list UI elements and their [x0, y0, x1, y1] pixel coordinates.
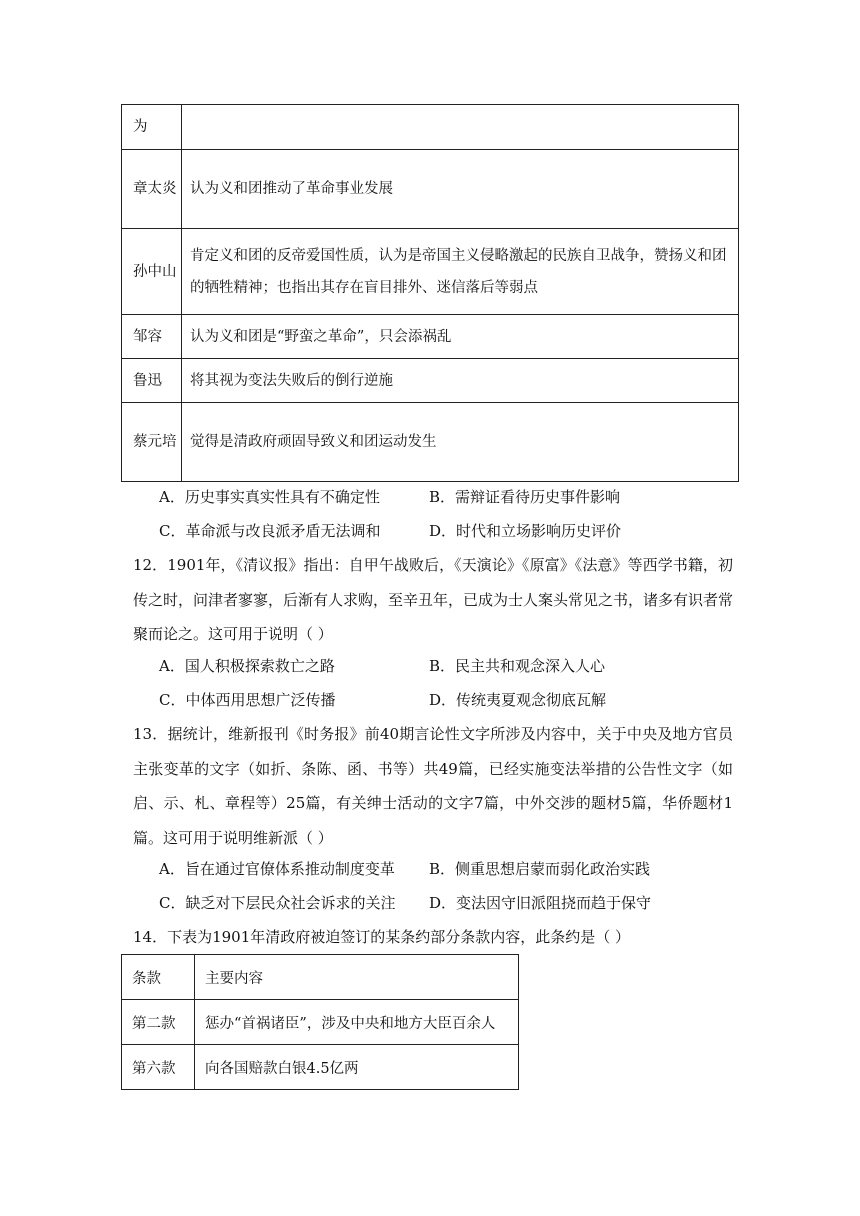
q11-options-row-1	[159, 486, 621, 508]
q11-option-a[interactable]: A．历史事实真实性具有不确定性	[159, 488, 380, 506]
person-view: 将其视为变法失败后的倒行逆施	[182, 359, 739, 403]
q11-options-row-2	[159, 520, 622, 542]
table-row	[122, 150, 739, 229]
q13-option-d[interactable]: D．变法因守旧派阻挠而趋于保守	[429, 894, 652, 912]
person-name: 为	[122, 105, 182, 150]
table-row	[122, 403, 739, 482]
content-cell: 向各国赔款白银4.5亿两	[195, 1045, 519, 1090]
person-view: 肯定义和团的反帝爱国性质，认为是帝国主义侵略激起的民族自卫战争，赞扬义和团的牺牲精神；也指出其存在盲目排外、迷信落后等弱点	[182, 229, 739, 315]
person-name: 邹容	[122, 315, 182, 359]
clause-cell: 第六款	[122, 1045, 195, 1090]
table-row	[122, 1045, 519, 1090]
person-view: 觉得是清政府顽固导致义和团运动发生	[182, 403, 739, 482]
historian-views-table	[121, 104, 739, 482]
table-row	[122, 105, 739, 150]
q13-options-row-1	[159, 858, 651, 880]
person-view: 认为义和团推动了革命事业发展	[182, 150, 739, 229]
table-row	[122, 315, 739, 359]
table-header-row	[122, 955, 519, 1000]
q11-option-d[interactable]: D．时代和立场影响历史评价	[429, 522, 622, 540]
person-name: 鲁迅	[122, 359, 182, 403]
q12-option-a[interactable]: A．国人积极探索救亡之路	[159, 657, 335, 675]
person-view	[182, 105, 739, 150]
q12-stem: 12．1901年，《清议报》指出：自甲午战败后，《天演论》《原富》《法意》等西学书籍，初传之时，问津者寥寥，后渐有人求购，至辛丑年，已成为士人案头常见之书，诸多有识者常聚而论之。这可用于说明（ ）	[133, 556, 734, 643]
q12-options-row-1	[159, 655, 606, 677]
content-cell: 惩办“首祸诸臣”，涉及中央和地方大臣百余人	[195, 1000, 519, 1045]
q13-options-row-2	[159, 892, 652, 914]
table-row	[122, 359, 739, 403]
q13-option-a[interactable]: A．旨在通过官僚体系推动制度变革	[159, 860, 395, 878]
q13-option-c[interactable]: C．缺乏对下层民众社会诉求的关注	[159, 894, 396, 912]
clause-cell: 第二款	[122, 1000, 195, 1045]
q13-option-b[interactable]: B．侧重思想启蒙而弱化政治实践	[429, 860, 651, 878]
header-content: 主要内容	[195, 955, 519, 1000]
table-row	[122, 1000, 519, 1045]
q12-options-row-2	[159, 689, 607, 711]
q14-stem: 14．下表为1901年清政府被迫签订的某条约部分条款内容，此条约是（ ）	[133, 928, 631, 946]
treaty-clauses-table	[121, 954, 519, 1090]
person-name: 孙中山	[122, 229, 182, 315]
q12-option-b[interactable]: B．民主共和观念深入人心	[429, 657, 606, 675]
q11-option-c[interactable]: C．革命派与改良派矛盾无法调和	[159, 522, 381, 540]
table-row	[122, 229, 739, 315]
person-view: 认为义和团是“野蛮之革命”，只会添祸乱	[182, 315, 739, 359]
person-name: 章太炎	[122, 150, 182, 229]
q11-option-b[interactable]: B．需辩证看待历史事件影响	[429, 488, 621, 506]
header-clause: 条款	[122, 955, 195, 1000]
q13-stem: 13．据统计，维新报刊《时务报》前40期言论性文字所涉及内容中，关于中央及地方官员主张变革的文字（如折、条陈、函、书等）共49篇，已经实施变法举措的公告性文字（如启、示、札、章程等）25篇，有关绅士活动的文字7篇，中外交涉的题材5篇，华侨题材1篇。这可用于说明维新派（ ）	[133, 725, 733, 847]
q12-option-d[interactable]: D．传统夷夏观念彻底瓦解	[429, 691, 607, 709]
person-name: 蔡元培	[122, 403, 182, 482]
q12-option-c[interactable]: C．中体西用思想广泛传播	[159, 691, 336, 709]
